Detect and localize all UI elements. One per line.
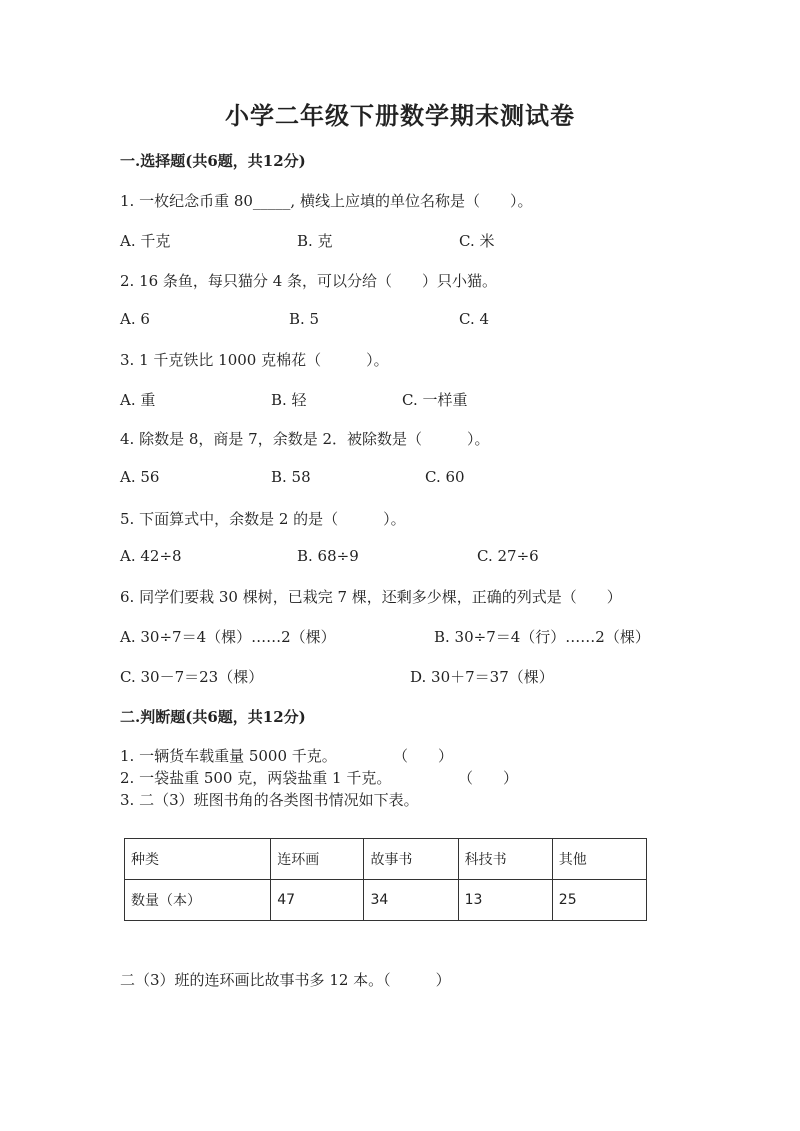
question-1-option-c: C. 米 [459, 232, 495, 250]
question-2-option-c: C. 4 [459, 310, 490, 328]
judgement-item-2: 2. 一袋盐重 500 克，两袋盐重 1 千克。 [120, 769, 392, 787]
question-2-option-a: A. 6 [120, 310, 150, 328]
question-6-option-d: D. 30＋7＝37（棵） [410, 668, 554, 686]
judgement-item-1: 1. 一辆货车载重量 5000 千克。 [120, 747, 337, 765]
table-header-cell: 其他 [552, 839, 646, 880]
question-5: 5. 下面算式中，余数是 2 的是（ ）。 [120, 510, 406, 528]
question-5-option-a: A. 42÷8 [120, 547, 182, 565]
question-1-option-a: A. 千克 [120, 232, 171, 250]
question-5-option-b: B. 68÷9 [297, 547, 359, 565]
section-heading-judgement: 二.判断题(共6题，共12分) [120, 708, 306, 726]
judgement-item-3: 3. 二（3）班图书角的各类图书情况如下表。 [120, 791, 419, 809]
question-3: 3. 1 千克铁比 1000 克棉花（ ）。 [120, 351, 389, 369]
question-5-option-c: C. 27÷6 [477, 547, 539, 565]
question-3-option-b: B. 轻 [271, 391, 307, 409]
question-4: 4. 除数是 8，商是 7，余数是 2．被除数是（ ）。 [120, 430, 490, 448]
question-6-option-a: A. 30÷7＝4（棵）……2（棵） [120, 628, 336, 646]
table-header-cell: 科技书 [458, 839, 552, 880]
table-header-cell: 连环画 [271, 839, 364, 880]
question-4-option-b: B. 58 [271, 468, 311, 486]
question-3-option-a: A. 重 [120, 391, 156, 409]
table-cell: 13 [458, 880, 552, 921]
table-cell: 数量（本） [125, 880, 271, 921]
table-cell: 47 [271, 880, 364, 921]
question-4-option-c: C. 60 [425, 468, 465, 486]
question-3-option-c: C. 一样重 [402, 391, 468, 409]
question-2-option-b: B. 5 [289, 310, 320, 328]
judgement-item-1-bracket: （ ） [393, 747, 454, 765]
question-6: 6. 同学们要栽 30 棵树，已栽完 7 棵，还剩多少棵，正确的列式是（ ） [120, 588, 622, 606]
question-4-option-a: A. 56 [120, 468, 160, 486]
table-header-cell: 故事书 [364, 839, 458, 880]
page-title: 小学二年级下册数学期末测试卷 [225, 101, 575, 130]
judgement-followup: 二（3）班的连环画比故事书多 12 本。（ ） [120, 971, 451, 989]
question-1-option-b: B. 克 [297, 232, 333, 250]
question-2: 2. 16 条鱼，每只猫分 4 条，可以分给（ ）只小猫。 [120, 272, 498, 290]
question-6-option-c: C. 30－7＝23（棵） [120, 668, 264, 686]
table-header-cell: 种类 [125, 839, 271, 880]
table-header-row [125, 839, 647, 880]
question-6-option-b: B. 30÷7＝4（行）……2（棵） [434, 628, 650, 646]
table-row [125, 880, 647, 921]
table-cell: 25 [552, 880, 646, 921]
section-heading-choice: 一.选择题(共6题，共12分) [120, 152, 306, 170]
judgement-item-2-bracket: （ ） [458, 769, 519, 787]
question-1: 1. 一枚纪念币重 80_____, 横线上应填的单位名称是（ ）。 [120, 192, 533, 210]
table-cell: 34 [364, 880, 458, 921]
book-count-table [124, 838, 647, 921]
